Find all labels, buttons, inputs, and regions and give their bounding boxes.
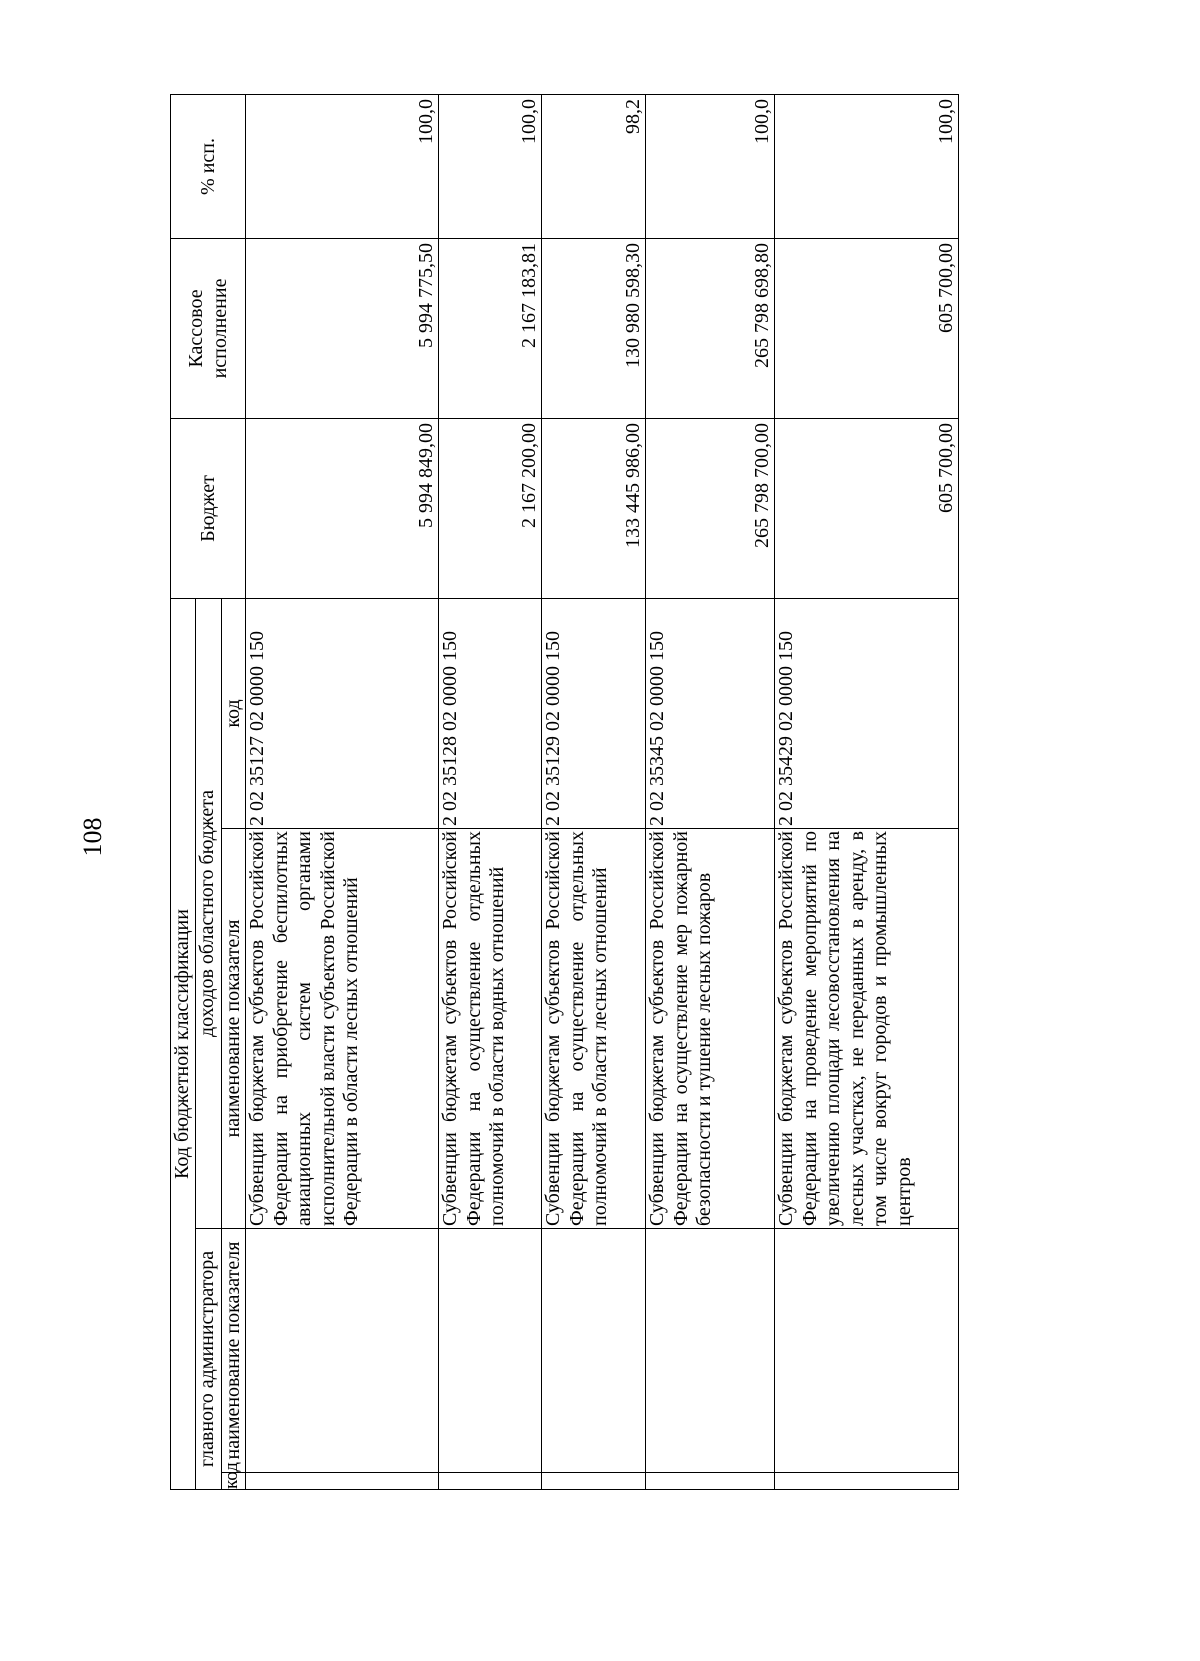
budget-cell: 605 700,00 bbox=[775, 418, 959, 598]
table-row bbox=[246, 94, 439, 1489]
admin-code-header: код bbox=[222, 1473, 246, 1490]
percent-cell: 100,0 bbox=[439, 94, 542, 238]
admin-code-cell bbox=[542, 1473, 646, 1490]
percent-cell: 100,0 bbox=[246, 94, 439, 238]
admin-name-cell bbox=[646, 1229, 775, 1473]
income-name-cell: Субвенции бюджетам субъектов Российской Федерации на осуществление отдельных полномочий в области лесных отношений bbox=[542, 829, 646, 1229]
cash-cell: 605 700,00 bbox=[775, 238, 959, 418]
budget-cell: 265 798 700,00 bbox=[646, 418, 775, 598]
table-row bbox=[542, 94, 646, 1489]
admin-name-cell bbox=[775, 1229, 959, 1473]
percent-header: % исп. bbox=[171, 94, 246, 238]
percent-cell: 98,2 bbox=[542, 94, 646, 238]
income-name-cell: Субвенции бюджетам субъектов Российской Федерации на осуществление отдельных полномочий в области водных отношений bbox=[439, 829, 542, 1229]
admin-name-cell bbox=[439, 1229, 542, 1473]
admin-code-cell bbox=[246, 1473, 439, 1490]
budget-table bbox=[170, 94, 959, 1490]
income-name-cell: Субвенции бюджетам субъектов Российской Федерации на осуществление мер пожарной безопасности и тушение лесных пожаров bbox=[646, 829, 775, 1229]
budget-cell: 2 167 200,00 bbox=[439, 418, 542, 598]
table-row bbox=[439, 94, 542, 1489]
income-code-cell: 2 02 35129 02 0000 150 bbox=[542, 598, 646, 828]
page-number: 108 bbox=[78, 817, 107, 857]
admin-code-cell bbox=[646, 1473, 775, 1490]
table-row bbox=[646, 94, 775, 1489]
budget-cell: 133 445 986,00 bbox=[542, 418, 646, 598]
income-name-header: наименование показателя bbox=[222, 829, 246, 1229]
income-name-cell: Субвенции бюджетам субъектов Российской Федерации на проведение мероприятий по увеличению площади лесовосстановления на лесных участках, не переданных в аренду, в том числе вокруг городов и промышленных центров bbox=[775, 829, 959, 1229]
cash-cell: 5 994 775,50 bbox=[246, 238, 439, 418]
cash-cell: 2 167 183,81 bbox=[439, 238, 542, 418]
income-code-cell: 2 02 35128 02 0000 150 bbox=[439, 598, 542, 828]
percent-cell: 100,0 bbox=[646, 94, 775, 238]
table-row bbox=[775, 94, 959, 1489]
admin-name-cell bbox=[246, 1229, 439, 1473]
percent-cell: 100,0 bbox=[775, 94, 959, 238]
admin-group-header: главного администратора bbox=[196, 1229, 222, 1490]
income-code-cell: 2 02 35127 02 0000 150 bbox=[246, 598, 439, 828]
admin-name-cell bbox=[542, 1229, 646, 1473]
admin-code-cell bbox=[775, 1473, 959, 1490]
cash-execution-header: Кассовое исполнение bbox=[171, 238, 246, 418]
admin-code-cell bbox=[439, 1473, 542, 1490]
budget-table-container bbox=[170, 95, 1015, 1490]
income-code-cell: 2 02 35345 02 0000 150 bbox=[646, 598, 775, 828]
income-name-cell: Субвенции бюджетам субъектов Российской Федерации на приобретение беспилотных авиационных систем органами исполнительной власти субъектов Российской Федерации в области лесных отношений bbox=[246, 829, 439, 1229]
income-group-header: доходов областного бюджета bbox=[196, 598, 222, 1228]
income-code-cell: 2 02 35429 02 0000 150 bbox=[775, 598, 959, 828]
admin-name-header: наименование показателя bbox=[222, 1229, 246, 1473]
budget-cell: 5 994 849,00 bbox=[246, 418, 439, 598]
classification-header: Код бюджетной классификации bbox=[171, 598, 196, 1489]
cash-cell: 265 798 698,80 bbox=[646, 238, 775, 418]
budget-header: Бюджет bbox=[171, 418, 246, 598]
cash-cell: 130 980 598,30 bbox=[542, 238, 646, 418]
income-code-header: код bbox=[222, 598, 246, 828]
